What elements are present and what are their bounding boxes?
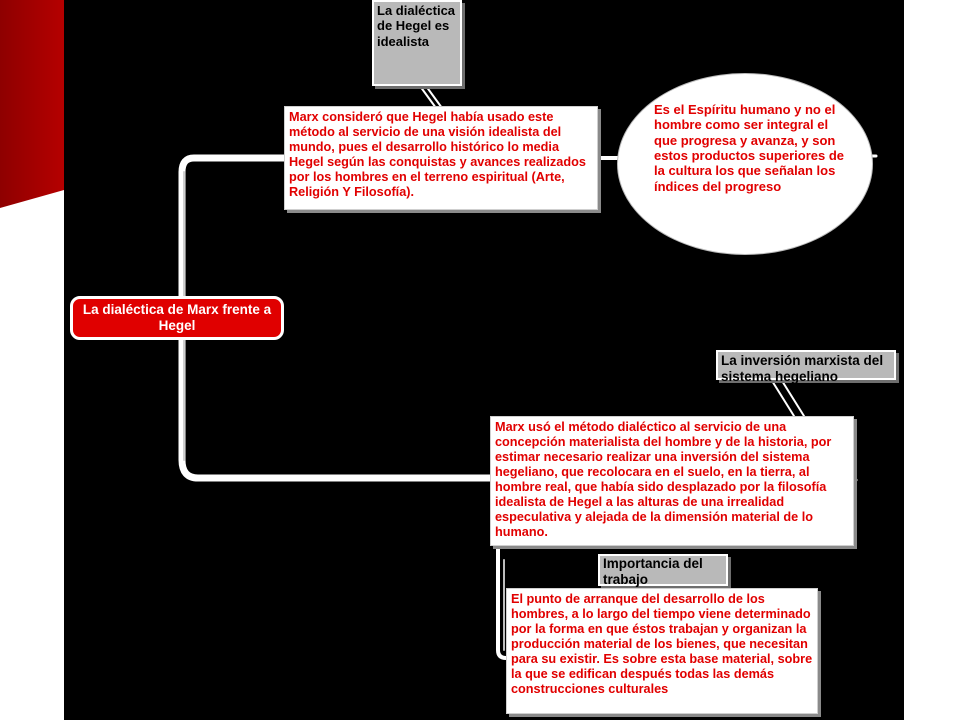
hegel-bubble-text: Es el Espíritu humano y no el hombre como ser integral el que progresa y avanza, y son estos productos superiores de la cultura los que señalan los índices del progreso	[654, 102, 844, 194]
trabajo-text: El punto de arranque del desarrollo de los hombres, a lo largo del tiempo viene determinado por la forma en que éstos trabajan y organizan la producción material de los bienes, que necesitan para su existir. Es sobre esta base material, sobre la que se edifican después todas las demás construcciones culturales	[511, 592, 813, 696]
trabajo-text-box	[506, 588, 818, 714]
central-topic-text: La dialéctica de Marx frente a Hegel	[82, 302, 272, 333]
hegel-bubble	[618, 74, 872, 254]
inversion-label	[716, 350, 896, 384]
hegel-label-text: La dialéctica de Hegel es idealista	[377, 3, 456, 49]
inversion-label-text: La inversión marxista del sistema hegeliano	[721, 353, 884, 384]
red-corner-bar	[0, 0, 64, 208]
hegel-text: Marx consideró que Hegel había usado este método al servicio de una visión idealista del mundo, pues el desarrollo histórico lo media Hegel según las conquistas y avances realizados por los hombres en el terreno espiritual (Arte, Religión Y Filosofía).	[289, 110, 586, 199]
hegel-label	[372, 0, 462, 86]
trabajo-label	[598, 554, 728, 586]
hegel-text-box	[284, 106, 598, 210]
inversion-text: Marx usó el método dialéctico al servicio de una concepción materialista del hombre y de la historia, por estimar necesario realizar una inversión del sistema hegeliano, que recolocara en el suelo, en la tierra, al hombre real, que había sido desplazado por la filosofía idealista de Hegel a las alturas de una irrealidad especulativa y alejada de la dimensión material de lo humano.	[495, 420, 832, 539]
inversion-text-box	[490, 416, 854, 546]
central-topic	[70, 296, 284, 340]
hegel-label-pointer	[420, 86, 442, 108]
mind-map-canvas	[64, 0, 904, 720]
trabajo-label-text: Importancia del trabajo	[603, 556, 703, 587]
